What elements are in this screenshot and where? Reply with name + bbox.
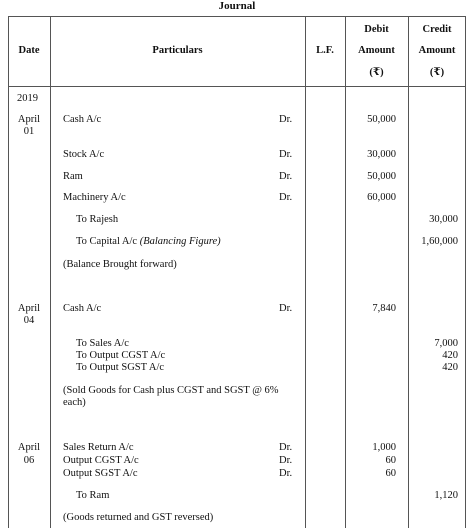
particular-line: Ram bbox=[63, 171, 83, 182]
particular-line: Machinery A/c bbox=[63, 192, 126, 203]
header-date: Date bbox=[18, 45, 40, 56]
header-particulars: Particulars bbox=[152, 45, 203, 56]
debit-amount: 60 bbox=[385, 455, 396, 466]
debit-amount: 1,000 bbox=[372, 442, 396, 453]
credit-amount: 420 bbox=[442, 362, 458, 373]
header-lf: L.F. bbox=[316, 45, 334, 56]
particular-line: Output CGST A/c bbox=[63, 455, 139, 466]
entry-date-day: 01 bbox=[23, 126, 35, 137]
header-credit-amount: Amount bbox=[418, 45, 456, 56]
debit-amount: 7,840 bbox=[372, 303, 396, 314]
dr-marker: Dr. bbox=[279, 149, 293, 160]
entry-date-day: 04 bbox=[23, 315, 35, 326]
debit-amount: 30,000 bbox=[367, 149, 396, 160]
debit-amount: 50,000 bbox=[367, 171, 396, 182]
header-debit-amount: Amount bbox=[358, 45, 395, 56]
particular-line: To Capital A/c (Balancing Figure) bbox=[76, 236, 221, 247]
column-divider bbox=[305, 16, 306, 528]
particular-line: Output SGST A/c bbox=[63, 468, 138, 479]
particular-line: To Output CGST A/c bbox=[76, 350, 166, 361]
dr-marker: Dr. bbox=[279, 303, 293, 314]
credit-amount: 7,000 bbox=[434, 338, 458, 349]
dr-marker: Dr. bbox=[279, 114, 293, 125]
particular-line: Sales Return A/c bbox=[63, 442, 134, 453]
particular-line: To Output SGST A/c bbox=[76, 362, 165, 373]
dr-marker: Dr. bbox=[279, 455, 293, 466]
particular-line: To Rajesh bbox=[76, 214, 119, 225]
credit-amount: 420 bbox=[442, 350, 458, 361]
header-credit: Credit bbox=[422, 24, 452, 35]
entry-date-month: April bbox=[17, 303, 41, 314]
credit-amount: 1,120 bbox=[434, 490, 458, 501]
header-debit: Debit bbox=[364, 24, 389, 35]
narration: (Sold Goods for Cash plus CGST and SGST @ 6% each) bbox=[63, 385, 279, 408]
journal-title: Journal bbox=[218, 0, 256, 12]
particular-line: Cash A/c bbox=[63, 303, 102, 314]
dr-marker: Dr. bbox=[279, 468, 293, 479]
header-divider bbox=[8, 86, 466, 87]
column-divider bbox=[50, 16, 51, 528]
credit-amount: 1,60,000 bbox=[421, 236, 458, 247]
particular-line: To Sales A/c bbox=[76, 338, 129, 349]
entry-date-month: April bbox=[17, 114, 41, 125]
debit-amount: 50,000 bbox=[367, 114, 396, 125]
column-divider bbox=[345, 16, 346, 528]
entry-date-month: April bbox=[17, 442, 41, 453]
header-debit-unit: (₹) bbox=[369, 67, 384, 78]
dr-marker: Dr. bbox=[279, 171, 293, 182]
particular-line: Cash A/c bbox=[63, 114, 102, 125]
debit-amount: 60,000 bbox=[367, 192, 396, 203]
particular-line: To Ram bbox=[76, 490, 110, 501]
balancing-note: (Balancing Figure) bbox=[139, 236, 221, 247]
year-label: 2019 bbox=[17, 93, 38, 104]
dr-marker: Dr. bbox=[279, 442, 293, 453]
header-credit-unit: (₹) bbox=[429, 67, 445, 78]
entry-date-day: 06 bbox=[23, 455, 35, 466]
debit-amount: 60 bbox=[385, 468, 396, 479]
particular-line: Stock A/c bbox=[63, 149, 105, 160]
credit-amount: 30,000 bbox=[429, 214, 458, 225]
column-divider bbox=[408, 16, 409, 528]
dr-marker: Dr. bbox=[279, 192, 293, 203]
narration: (Balance Brought forward) bbox=[63, 259, 177, 270]
narration: (Goods returned and GST reversed) bbox=[63, 512, 214, 523]
